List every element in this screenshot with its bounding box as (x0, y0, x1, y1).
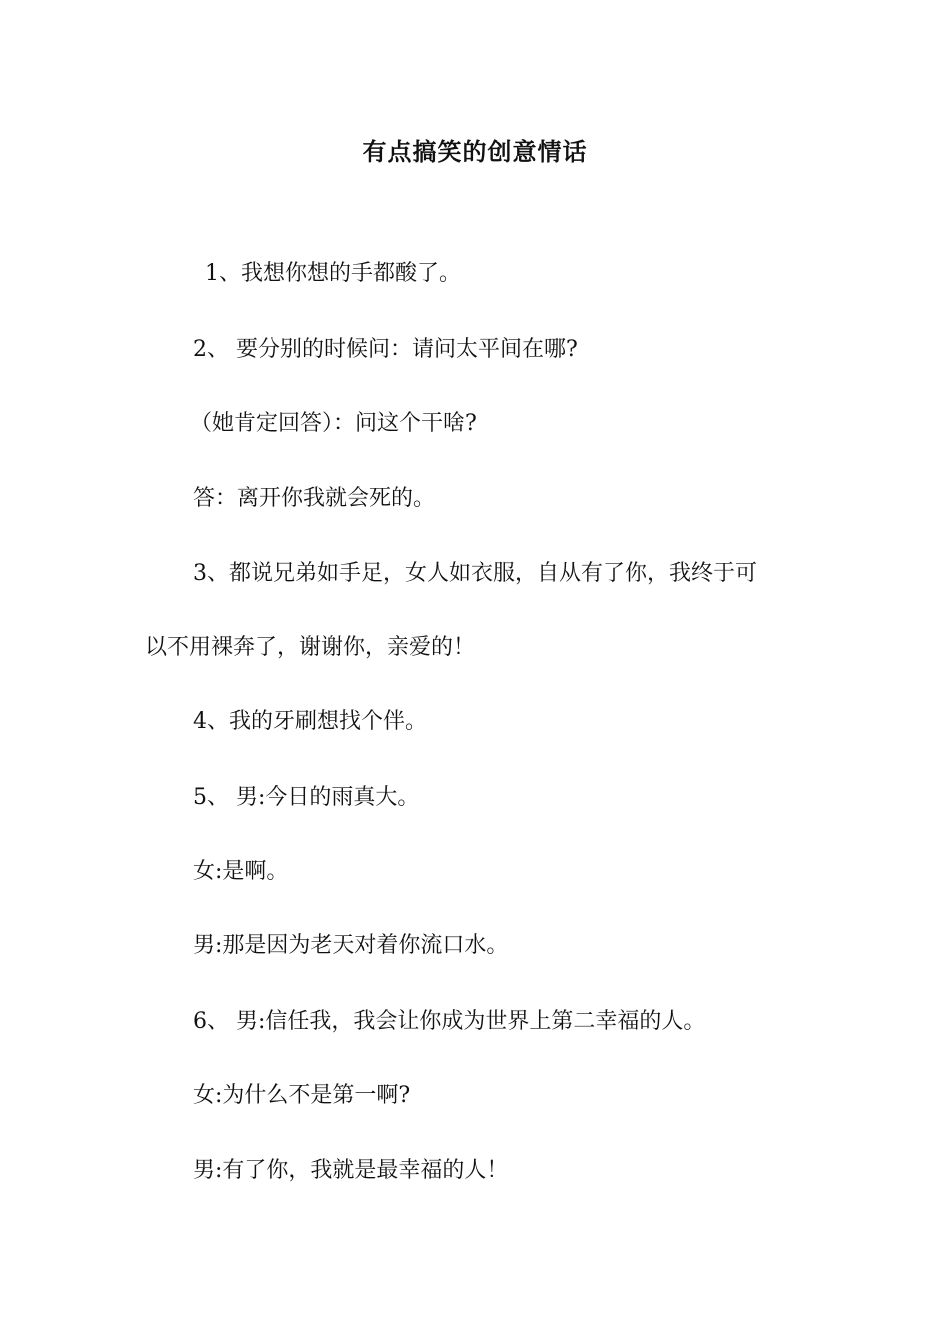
paragraph-8: 5、 男:今日的雨真大。 (193, 785, 420, 810)
document-title: 有点搞笑的创意情话 (362, 137, 588, 166)
paragraph-12: 女:为什么不是第一啊? (193, 1083, 411, 1108)
paragraph-11: 6、 男:信任我，我会让你成为世界上第二幸福的人。 (193, 1009, 706, 1034)
paragraph-2: 2、 要分别的时候问：请问太平间在哪? (193, 337, 578, 362)
paragraph-9: 女:是啊。 (193, 859, 289, 884)
paragraph-4: 答：离开你我就会死的。 (193, 486, 436, 511)
paragraph-13: 男:有了你，我就是最幸福的人！ (193, 1158, 509, 1183)
paragraph-10: 男:那是因为老天对着你流口水。 (193, 933, 509, 958)
paragraph-3: （她肯定回答）：问这个干啥? (190, 411, 477, 436)
paragraph-5: 3、都说兄弟如手足，女人如衣服，自从有了你，我终于可 (193, 561, 757, 586)
paragraph-7: 4、我的牙刷想找个伴。 (193, 709, 427, 734)
paragraph-1: 1、我想你想的手都酸了。 (205, 261, 461, 286)
paragraph-6: 以不用裸奔了，谢谢你，亲爱的！ (145, 635, 476, 660)
